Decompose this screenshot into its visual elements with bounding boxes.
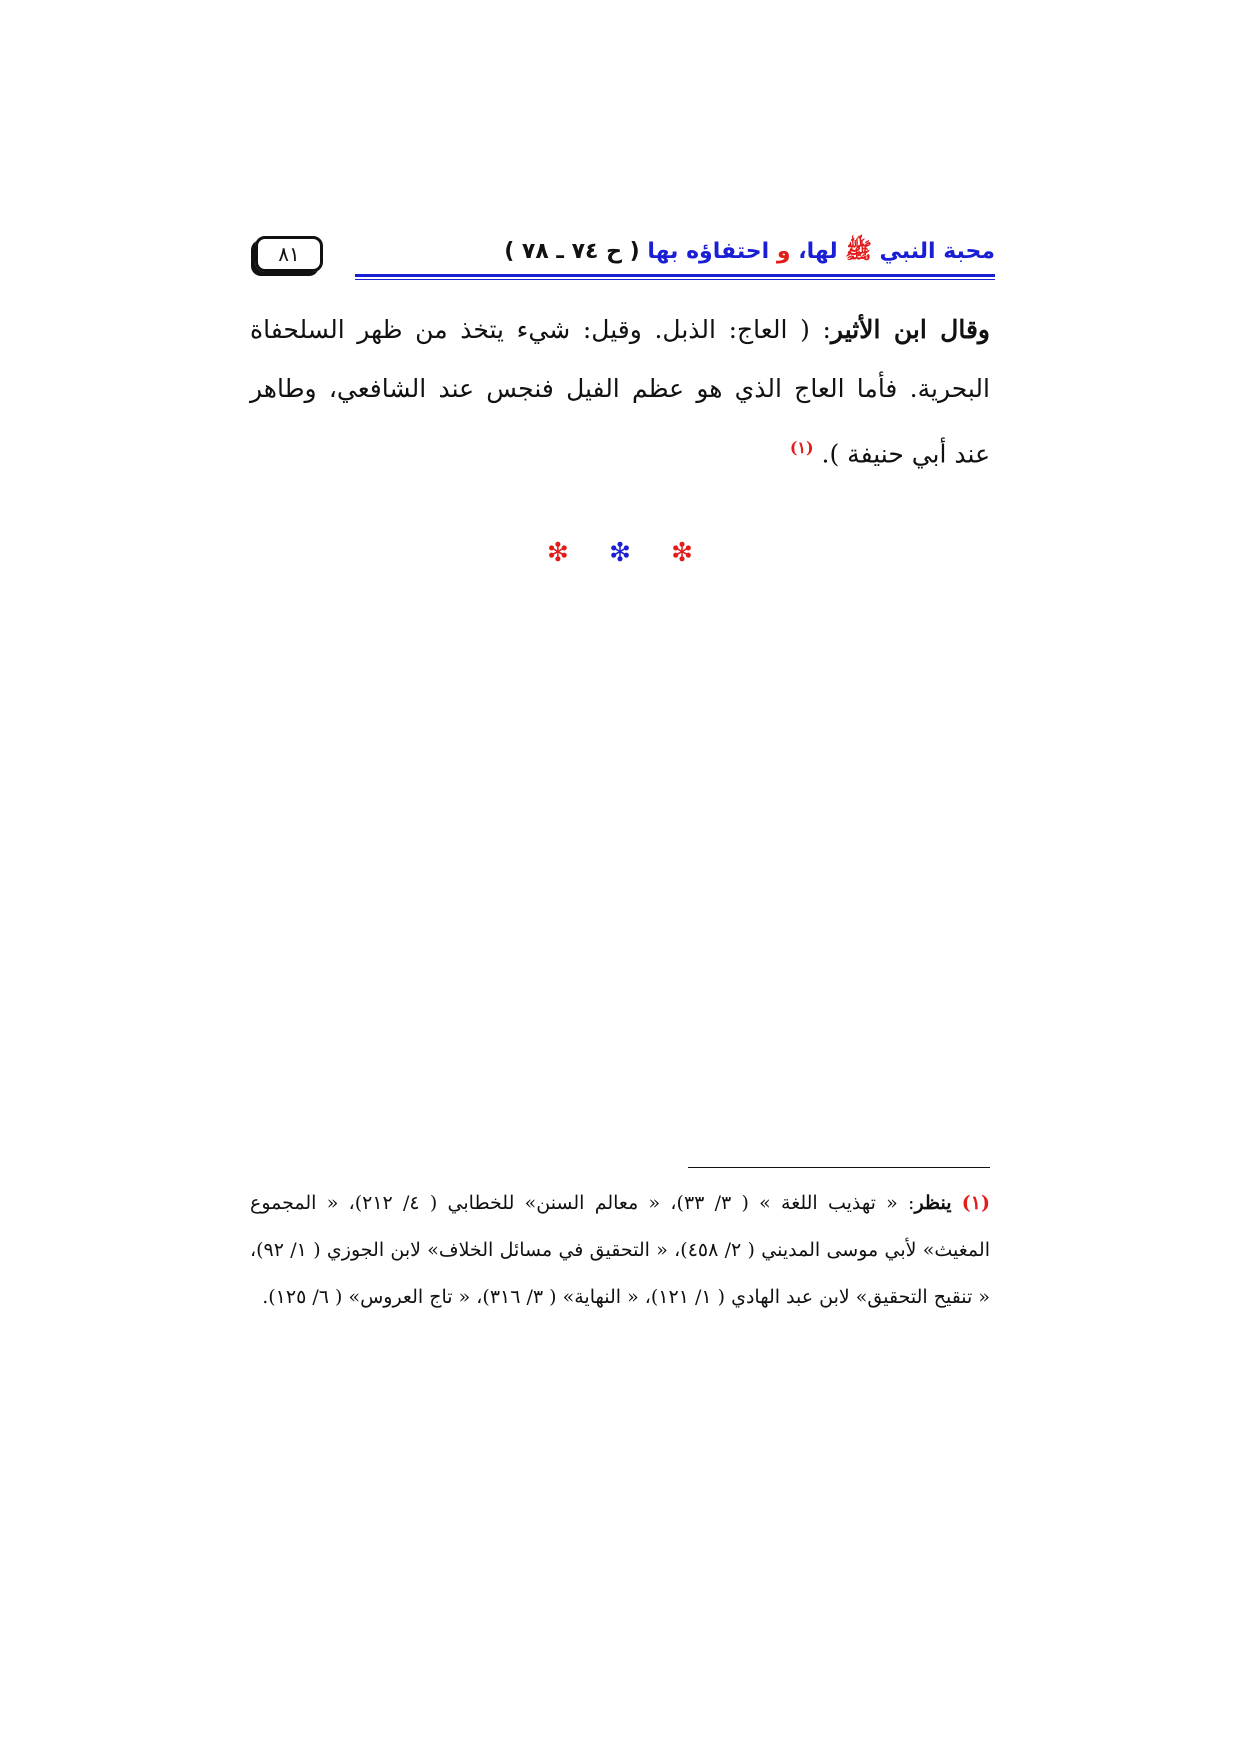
section-separator [0, 538, 1240, 568]
title-part-5: ( ح ٧٤ ـ ٧٨ ) [504, 239, 640, 264]
page-header [255, 236, 995, 288]
page-number: ٨١ [278, 242, 300, 266]
footnote-reference: (١) [789, 438, 814, 457]
title-part-4: احتفاؤه بها [639, 239, 777, 264]
footnote-number: (١) [961, 1192, 991, 1214]
quote-text: : ( العاج: الذبل. وقيل: شيء يتخذ من ظهر السلحفاة البحرية. فأما العاج الذي هو عظم الفيل فنجس عند الشافعي، وطاهر عند أبي حنيفة ). [250, 315, 990, 469]
page-number-box [255, 236, 323, 272]
title-part-2: لها، [790, 239, 846, 264]
separator-star-left: ❇ [547, 538, 569, 568]
separator-star-right: ❇ [671, 538, 693, 568]
title-part-3: و [776, 239, 791, 264]
separator-star-middle: ❇ [609, 538, 631, 568]
footnote-divider [688, 1167, 990, 1168]
title-part-1: محبة النبي [871, 239, 995, 264]
header-rule-thin [355, 279, 995, 280]
header-rule-thick [355, 274, 995, 277]
footnote-text: : « تهذيب اللغة » ( ٣/ ٣٣)، « معالم السنن» للخطابي ( ٤/ ٢١٢)، « المجموع المغيث» لأبي موسى المديني ( ٢/ ٤٥٨)، « التحقيق في مسائل الخلاف» لابن الجوزي ( ١/ ٩٢)، « تنقيح التحقيق» لابن عبد الهادي ( ١/ ١٢١)، « النهاية» ( ٣/ ٣١٦)، « تاج العروس» ( ٦/ ١٢٥). [250, 1192, 990, 1308]
footnotes [250, 1180, 990, 1321]
footnote-lead: ينظر [914, 1192, 952, 1214]
running-title [504, 236, 995, 268]
honorific-glyph: ﷺ [845, 239, 872, 264]
main-paragraph [250, 300, 990, 483]
quote-source-lead: وقال ابن الأثير [830, 315, 990, 344]
